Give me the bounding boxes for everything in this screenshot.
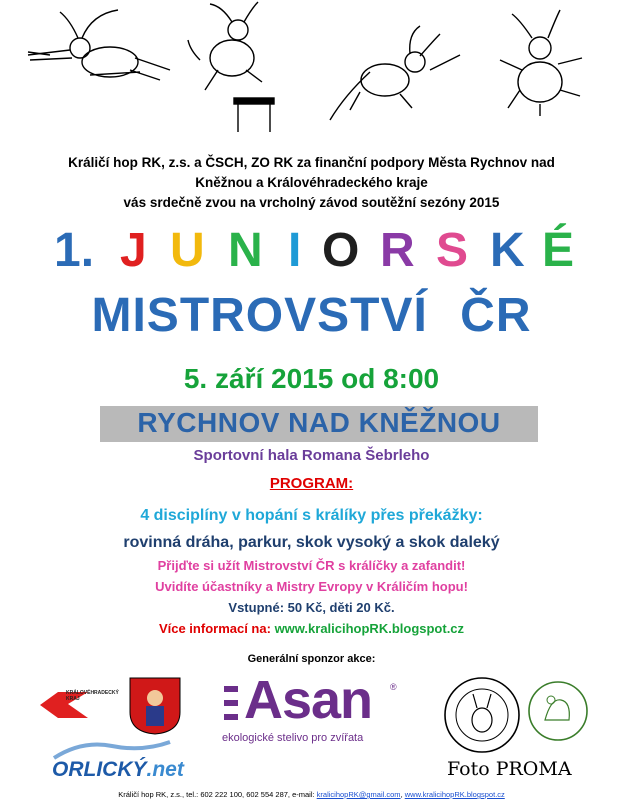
invite-line-2: Uvidíte účastníky a Mistry Evropy v Králičím hopu! bbox=[155, 579, 468, 594]
admission-price: Vstupné: 50 Kč, děti 20 Kč. bbox=[228, 600, 395, 615]
footer-separator: , bbox=[400, 790, 405, 799]
title-letter-9: K bbox=[490, 224, 525, 277]
bunny-icon-1 bbox=[28, 10, 170, 80]
footer-web-link[interactable]: www.kralicihopRK.blogspot.cz bbox=[404, 790, 505, 799]
bunny-icon-2 bbox=[188, 2, 274, 132]
bunny-icon-4 bbox=[500, 10, 582, 116]
intro-line-1: Králičí hop RK, z.s. a ČSCH, ZO RK za finanční podpory Města Rychnov nad bbox=[68, 155, 555, 170]
venue: Sportovní hala Romana Šebrleho bbox=[193, 447, 430, 464]
asan-registered: ® bbox=[390, 682, 397, 692]
orlicky-logo bbox=[52, 758, 184, 782]
more-info-link[interactable]: www.kralicihopRK.blogspot.cz bbox=[274, 621, 465, 636]
program-heading bbox=[0, 474, 623, 494]
city-coat-of-arms-icon bbox=[128, 676, 182, 736]
orlicky-mountains-icon bbox=[52, 738, 172, 760]
intro-line-2: Kněžnou a Královéhradeckého kraje bbox=[195, 175, 428, 190]
program-label: PROGRAM: bbox=[269, 475, 354, 492]
club-badge-icon bbox=[443, 676, 521, 754]
footer-contact-text: Králičí hop RK, z.s., tel.: 602 222 100, 602 554 287, e-mail: bbox=[118, 790, 317, 799]
disciplines-line-1: 4 disciplíny v hopání s králíky přes překážky: bbox=[140, 507, 483, 524]
chsch-badge-icon bbox=[527, 680, 589, 742]
title-letter-1: 1. bbox=[54, 224, 95, 277]
title-letter-4: N bbox=[228, 224, 263, 277]
title-mistrovstvi: MISTROVSTVÍ ČR bbox=[91, 289, 532, 342]
more-info bbox=[0, 620, 623, 638]
kraj-logo-label: KRÁLOVÉHRADECKÝ KRAJ bbox=[66, 690, 119, 702]
intro-text bbox=[0, 153, 623, 213]
more-info-label: Více informací na: bbox=[158, 621, 271, 636]
city-name: RYCHNOV NAD KNĚŽNOU bbox=[137, 407, 501, 438]
title-letter-3: U bbox=[170, 224, 205, 277]
orlicky-logo-net: .net bbox=[146, 758, 184, 781]
title-letter-7: R bbox=[380, 224, 415, 277]
asan-logo: Asan bbox=[244, 670, 373, 730]
title-letter-8: S bbox=[436, 224, 469, 277]
asan-mark-icon bbox=[224, 686, 240, 722]
invite-line-1: Přijďte si užít Mistrovství ČR s králíčky a zafandit! bbox=[157, 558, 466, 573]
intro-line-3: vás srdečně zvou na vrcholný závod soutěžní sezóny 2015 bbox=[123, 195, 500, 210]
photo-credit: Foto PROMA bbox=[447, 758, 572, 780]
title-letter-6: O bbox=[322, 224, 360, 277]
title-letter-2: J bbox=[120, 224, 147, 277]
bunny-illustrations bbox=[0, 0, 623, 150]
event-date: 5. září 2015 od 8:00 bbox=[183, 363, 440, 394]
footer-email-link[interactable]: kralicihopRK@gmail.com bbox=[316, 790, 401, 799]
footer-contact bbox=[0, 790, 623, 800]
asan-tagline: ekologické stelivo pro zvířata bbox=[222, 732, 364, 744]
bunny-icon-3 bbox=[330, 26, 460, 120]
disciplines-line-2: rovinná dráha, parkur, skok vysoký a skok daleký bbox=[123, 534, 500, 551]
orlicky-logo-main: ORLICKÝ bbox=[52, 758, 147, 781]
title-letter-5: I bbox=[288, 224, 302, 277]
sponsor-label: Generální sponzor akce: bbox=[247, 653, 376, 665]
title-juniorske bbox=[0, 226, 623, 276]
title-letter-10: É bbox=[542, 224, 575, 277]
